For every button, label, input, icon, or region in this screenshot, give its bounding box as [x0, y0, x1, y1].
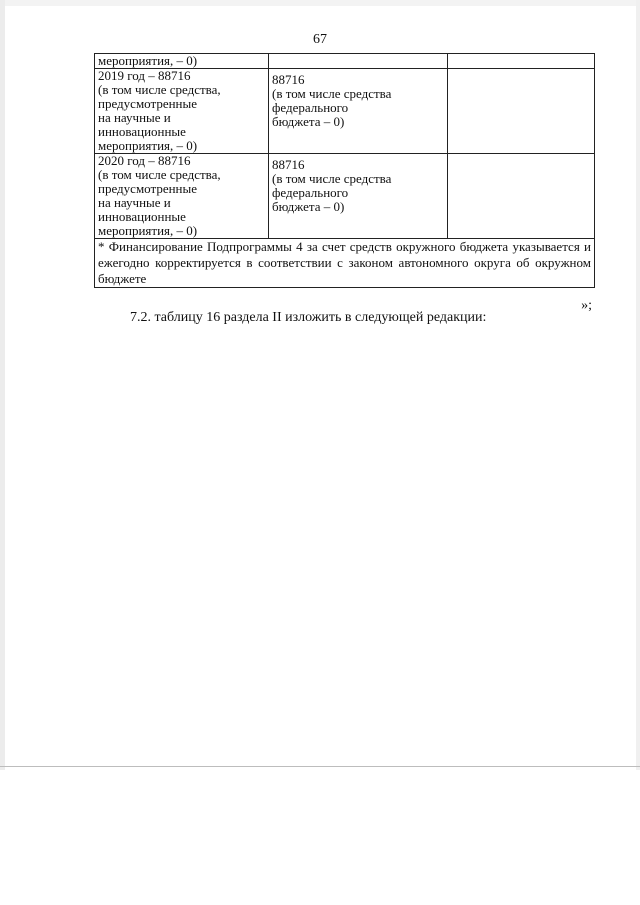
cell-line: 88716 — [272, 72, 305, 87]
instruction-paragraph: 7.2. таблицу 16 раздела II изложить в следующей редакции: — [130, 310, 487, 325]
cell-line: мероприятия, – 0) — [98, 223, 198, 238]
table-cell: мероприятия, – 0) — [95, 54, 269, 69]
table-cell — [95, 69, 269, 154]
cell-line: (в том числе средства — [272, 171, 392, 186]
table-cell — [448, 69, 595, 154]
cell-line: инновационные — [98, 209, 186, 224]
cell-line: предусмотренные — [98, 96, 198, 111]
cell-line: (в том числе средства — [272, 86, 392, 101]
financing-table — [94, 53, 594, 288]
cell-line: на научные и — [98, 195, 171, 210]
cell-line: инновационные — [98, 124, 186, 139]
table-row — [95, 154, 595, 239]
cell-line: на научные и — [98, 110, 171, 125]
cell-line: 2020 год – 88716 — [98, 153, 191, 168]
table-cell — [448, 154, 595, 239]
cell-line: бюджета – 0) — [272, 199, 345, 214]
closing-quote: »; — [581, 298, 592, 313]
table-cell — [448, 54, 595, 69]
cell-line: 2019 год – 88716 — [98, 68, 191, 83]
cell-line: федерального — [272, 185, 349, 200]
scan-edge-top — [0, 0, 640, 6]
table-row — [95, 54, 595, 69]
cell-line: предусмотренные — [98, 181, 198, 196]
scan-page-edge — [0, 766, 640, 767]
table-cell — [269, 154, 448, 239]
cell-line: бюджета – 0) — [272, 114, 345, 129]
table-cell — [95, 154, 269, 239]
table-cell — [269, 54, 448, 69]
scan-edge-right — [636, 0, 640, 770]
cell-line: 88716 — [272, 157, 305, 172]
table-row — [95, 239, 595, 288]
cell-line: федерального — [272, 100, 349, 115]
cell-line: мероприятия, – 0) — [98, 138, 198, 153]
cell-line: (в том числе средства, — [98, 167, 221, 182]
table-footnote: * Финансирование Подпрограммы 4 за счет средств окружного бюджета указывается и ежегодно корректируется в соответствии с законом автономного округа об окружном бюджете — [95, 239, 595, 288]
page-number: 67 — [313, 32, 327, 47]
cell-line: (в том числе средства, — [98, 82, 221, 97]
table-row — [95, 69, 595, 154]
table-cell — [269, 69, 448, 154]
scan-edge-left — [0, 0, 5, 770]
